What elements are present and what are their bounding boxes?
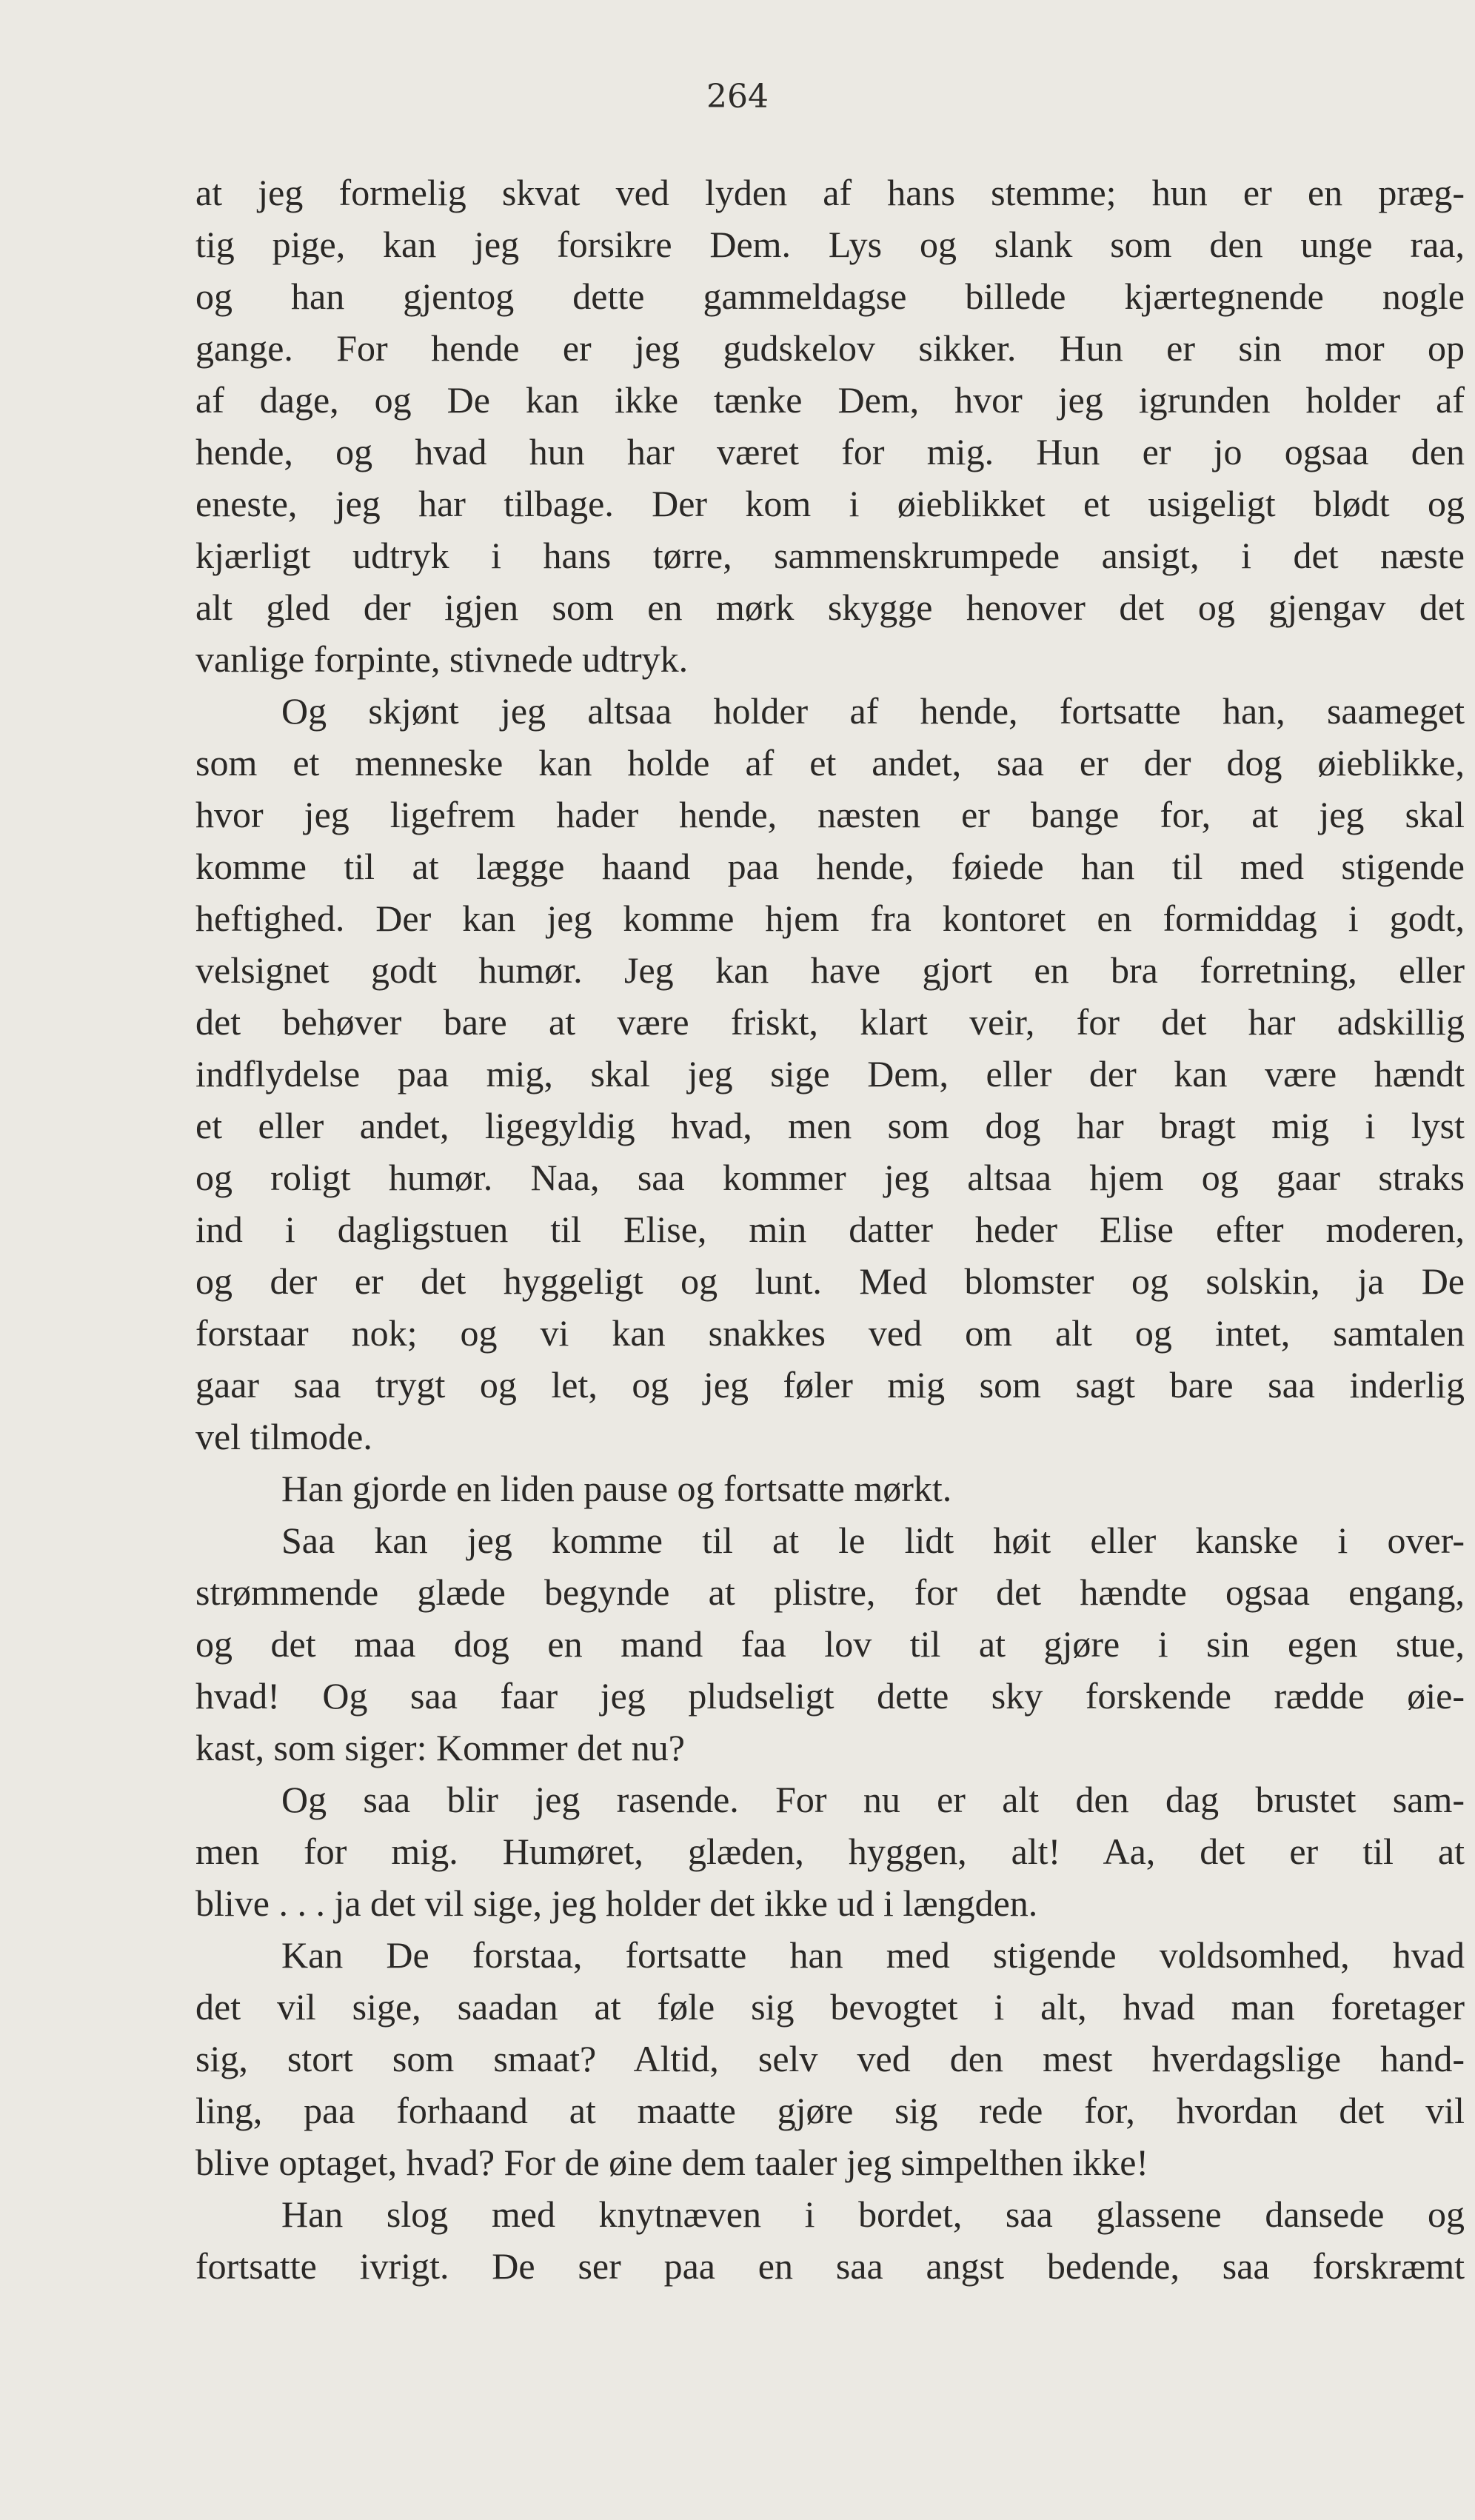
text-line: et eller andet, ligegyldig hvad, men som dog har bragt mig i lyst [195,1105,1465,1146]
text-line: hvor jeg ligefrem hader hende, næsten er bange for, at jeg skal [195,794,1465,835]
text-line: og roligt humør. Naa, saa kommer jeg altsaa hjem og gaar straks [195,1157,1465,1198]
text-line: hende, og hvad hun har været for mig. Hun er jo ogsaa den [195,431,1465,472]
text-line: eneste, jeg har tilbage. Der kom i øieblikket et usigeligt blødt og [195,483,1465,524]
text-line: vanlige forpinte, stivnede udtryk. [195,638,689,680]
text-line: Han slog med knytnæven i bordet, saa glassene dansede og [281,2193,1465,2235]
text-line: indflydelse paa mig, skal jeg sige Dem, eller der kan være hændt [195,1053,1465,1094]
text-line: komme til at lægge haand paa hende, føiede han til med stigende [195,846,1465,887]
text-line: Kan De forstaa, fortsatte han med stigende voldsomhed, hvad [281,1934,1465,1976]
text-line: Han gjorde en liden pause og fortsatte mørkt. [281,1468,952,1509]
text-line: som et menneske kan holde af et andet, saa er der dog øieblikke, [195,742,1465,783]
text-line: Saa kan jeg komme til at le lidt høit eller kanske i over- [281,1520,1465,1561]
text-line: gaar saa trygt og let, og jeg føler mig som sagt bare saa inderlig [195,1364,1465,1406]
text-line: strømmende glæde begynde at plistre, for det hændte ogsaa engang, [195,1571,1465,1613]
text-line: af dage, og De kan ikke tænke Dem, hvor jeg igrunden holder af [195,379,1465,421]
text-line: og det maa dog en mand faa lov til at gjøre i sin egen stue, [195,1623,1465,1665]
text-line: kast, som siger: Kommer det nu? [195,1727,685,1768]
text-line: kjærligt udtryk i hans tørre, sammenskrumpede ansigt, i det næste [195,535,1465,576]
text-line: vel tilmode. [195,1416,372,1457]
text-line: alt gled der igjen som en mørk skygge henover det og gjengav det [195,586,1465,628]
text-line: ling, paa forhaand at maatte gjøre sig rede for, hvordan det vil [195,2090,1465,2131]
text-line: ind i dagligstuen til Elise, min datter heder Elise efter moderen, [195,1209,1465,1250]
text-line: velsignet godt humør. Jeg kan have gjort en bra forretning, eller [195,949,1465,991]
text-line: Og saa blir jeg rasende. For nu er alt den dag brustet sam- [281,1779,1465,1820]
text-line: og der er det hyggeligt og lunt. Med blomster og solskin, ja De [195,1260,1465,1302]
text-line: og han gjentog dette gammeldagse billede kjærtegnende nogle [195,275,1465,317]
page-number: 264 [706,78,769,116]
text-line: det vil sige, saadan at føle sig bevogtet i alt, hvad man foretager [195,1986,1465,2028]
text-line: forstaar nok; og vi kan snakkes ved om alt og intet, samtalen [195,1312,1465,1354]
text-line: hvad! Og saa faar jeg pludseligt dette sky forskende rædde øie- [195,1675,1465,1717]
text-line: det behøver bare at være friskt, klart veir, for det har adskillig [195,1001,1465,1043]
text-line: Og skjønt jeg altsaa holder af hende, fortsatte han, saameget [281,690,1465,732]
body-text [195,167,1465,2292]
text-line: men for mig. Humøret, glæden, hyggen, alt! Aa, det er til at [195,1831,1465,1872]
text-line: at jeg formelig skvat ved lyden af hans stemme; hun er en præg- [195,172,1465,213]
text-line: fortsatte ivrigt. De ser paa en saa angst bedende, saa forskræmt [195,2245,1465,2287]
text-line: heftighed. Der kan jeg komme hjem fra kontoret en formiddag i godt, [195,898,1465,939]
text-line: tig pige, kan jeg forsikre Dem. Lys og slank som den unge raa, [195,224,1465,265]
text-line: blive . . . ja det vil sige, jeg holder det ikke ud i længden. [195,1882,1038,1924]
text-line: gange. For hende er jeg gudskelov sikker. Hun er sin mor op [195,327,1465,369]
text-line: blive optaget, hvad? For de øine dem taaler jeg simpelthen ikke! [195,2142,1149,2183]
text-line: sig, stort som smaat? Altid, selv ved den mest hverdagslige hand- [195,2038,1465,2079]
